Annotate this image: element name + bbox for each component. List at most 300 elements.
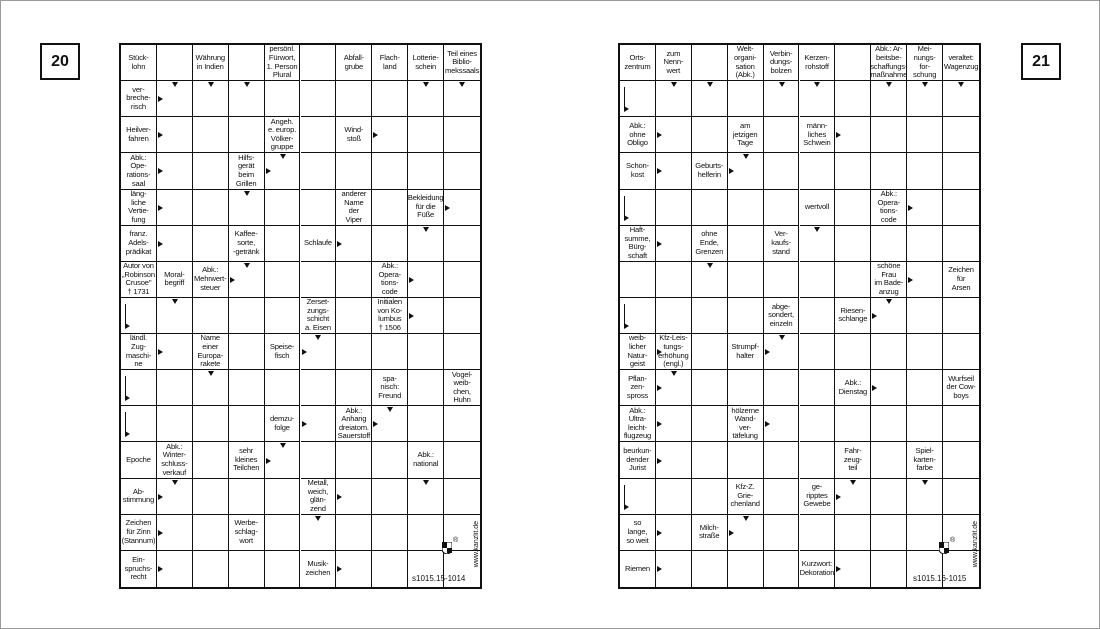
clue-cell [871,45,907,81]
answer-cell[interactable] [943,226,979,262]
clue-cell [800,479,836,515]
arrow-down-icon [707,263,713,268]
answer-cell[interactable] [265,262,301,298]
answer-cell[interactable] [728,298,764,334]
answer-cell[interactable] [871,442,907,478]
clue-text: Zeichen für Zinn (Stannum) [121,518,156,545]
clue-cell [372,298,408,334]
answer-cell[interactable] [157,406,193,442]
answer-cell[interactable] [193,153,229,189]
clue-text: Heilver- fahren [126,125,151,143]
answer-cell[interactable] [301,190,337,226]
arrow-down-icon [707,82,713,87]
clue-text: Pflan- zen- spross [626,373,649,401]
answer-cell[interactable] [728,81,764,117]
answer-cell[interactable] [372,479,408,515]
clue-cell [121,262,157,298]
clue-cell [193,45,229,81]
clue-text: Abk.: Opera- tions- code [378,261,401,296]
answer-cell[interactable] [907,370,943,406]
answer-cell[interactable] [372,515,408,551]
clue-text: Kfz-Leis- tungs- erhöhung (engl.) [658,333,689,369]
answer-cell[interactable] [692,334,728,370]
answer-cell[interactable] [301,153,337,189]
arrow-down-icon [459,82,465,87]
answer-cell[interactable] [265,515,301,551]
clue-cell [800,551,836,587]
answer-cell[interactable] [372,442,408,478]
answer-cell[interactable] [444,334,480,370]
arrow-right-icon [657,349,662,355]
answer-cell[interactable] [193,515,229,551]
clue-cell [408,442,444,478]
arrow-right-icon [158,494,163,500]
answer-cell[interactable] [692,298,728,334]
answer-cell[interactable] [764,515,800,551]
clue-text: Ab- stimmung [122,486,155,505]
answer-cell[interactable] [943,190,979,226]
arrow-down-icon [423,227,429,232]
arrow-down-icon [423,82,429,87]
answer-cell[interactable] [193,226,229,262]
clue-cell [728,45,764,81]
arrow-down-icon [743,516,749,521]
answer-cell[interactable] [800,262,836,298]
answer-cell[interactable] [764,442,800,478]
clue-cell [336,406,372,442]
answer-cell[interactable] [265,551,301,587]
arrow-down-icon [671,371,677,376]
answer-cell[interactable] [265,479,301,515]
arrow-down-icon [244,82,250,87]
answer-cell[interactable] [372,551,408,587]
answer-cell[interactable] [229,479,265,515]
answer-cell[interactable] [336,515,372,551]
clue-cell [229,153,265,189]
answer-cell[interactable] [444,262,480,298]
answer-cell[interactable] [764,190,800,226]
clue-text: Zeichen für Arsen [948,265,974,292]
answer-cell[interactable] [444,226,480,262]
answer-cell[interactable] [301,81,337,117]
answer-cell[interactable] [301,45,337,81]
clue-cell [408,190,444,226]
clue-cell [800,117,836,153]
answer-cell[interactable] [692,117,728,153]
answer-cell[interactable] [764,370,800,406]
answer-cell[interactable] [372,226,408,262]
clue-cell [121,190,157,226]
answer-cell[interactable] [692,45,728,81]
answer-cell[interactable] [193,298,229,334]
arrow-right-icon [373,421,378,427]
arrow-down-icon [315,335,321,340]
clue-text: ländl. Zug- maschi- ne [125,333,152,369]
answer-cell[interactable] [265,226,301,262]
clue-cell [835,370,871,406]
clue-text: Abk.: Dienstag [838,378,868,396]
answer-cell[interactable] [800,298,836,334]
answer-cell[interactable] [336,370,372,406]
arrow-right-icon [158,349,163,355]
answer-cell[interactable] [444,479,480,515]
clue-text: Initialen von Ko- lumbus † 1506 [377,297,403,333]
arrow-down-icon [244,263,250,268]
arrow-right-icon [158,168,163,174]
answer-cell[interactable] [193,442,229,478]
clue-cell [265,406,301,442]
clue-cell [372,45,408,81]
arrow-down-icon [814,227,820,232]
answer-cell[interactable] [835,262,871,298]
clue-text: Kfz-Z. Grie- chenland [730,482,760,509]
clue-cell [692,153,728,189]
answer-cell[interactable] [835,406,871,442]
clue-cell [764,45,800,81]
clue-cell [121,479,157,515]
clue-cell [943,45,979,81]
answer-cell[interactable] [800,406,836,442]
arrow-right-icon [302,349,307,355]
answer-cell[interactable] [301,117,337,153]
answer-cell[interactable] [871,153,907,189]
answer-cell[interactable] [229,370,265,406]
clue-text: Flach- land [379,52,400,71]
clue-cell [121,117,157,153]
answer-cell[interactable] [265,81,301,117]
arrow-right-icon [266,458,271,464]
answer-cell[interactable] [444,406,480,442]
clue-cell [121,81,157,117]
clue-text: weib- licher Natur- geist [627,333,648,369]
answer-cell[interactable] [692,190,728,226]
answer-cell[interactable] [871,226,907,262]
clue-text: Kerzen- rohstoff [804,52,830,71]
right-crossword-grid[interactable] [618,43,981,589]
left-registered-icon: ® [453,537,459,544]
clue-cell [121,153,157,189]
answer-cell[interactable] [372,153,408,189]
answer-cell[interactable] [408,117,444,153]
answer-cell[interactable] [800,370,836,406]
answer-cell[interactable] [301,262,337,298]
answer-cell[interactable] [907,117,943,153]
clue-cell [121,515,157,551]
arrow-right-icon [158,96,163,102]
answer-cell[interactable] [835,515,871,551]
answer-cell[interactable] [444,153,480,189]
answer-cell[interactable] [336,334,372,370]
clue-cell [907,442,943,478]
answer-cell[interactable] [229,551,265,587]
answer-cell[interactable] [871,406,907,442]
answer-cell[interactable] [193,190,229,226]
clue-cell [800,45,836,81]
answer-cell[interactable] [907,226,943,262]
answer-cell[interactable] [229,406,265,442]
answer-cell[interactable] [764,117,800,153]
answer-cell[interactable] [229,298,265,334]
answer-cell[interactable] [408,515,444,551]
answer-cell[interactable] [372,190,408,226]
answer-cell[interactable] [871,551,907,587]
answer-cell[interactable] [265,370,301,406]
clue-text: demzu- folge [269,414,295,432]
clue-text: veraltet: Wagenzug [943,52,979,71]
answer-cell[interactable] [871,334,907,370]
answer-cell[interactable] [193,117,229,153]
clue-text: beurkun- dender Jurist [623,446,652,473]
clue-text: Hilfs- gerät beim Grillen [235,152,257,188]
arrow-right-icon [445,205,450,211]
clue-text: Speise- fisch [269,342,295,360]
clue-cell [229,442,265,478]
answer-cell[interactable] [229,45,265,81]
clue-cell [372,262,408,298]
clue-cell [193,262,229,298]
clue-cell [620,153,656,189]
clue-text: Abk.: Ultra- leicht- flugzeug [623,405,651,441]
left-crossword-grid[interactable] [119,43,482,589]
arrow-down-icon [280,154,286,159]
clue-cell [943,262,979,298]
clue-text: Abk.: ohne Obligo [627,120,648,148]
answer-cell[interactable] [943,442,979,478]
clue-text: Verbin- dungs- bolzen [769,48,793,75]
answer-cell[interactable] [800,153,836,189]
clue-text: Währung in Indien [195,52,225,71]
clue-cell [372,370,408,406]
arrow-down-icon [922,480,928,485]
answer-cell[interactable] [408,153,444,189]
arrow-down-icon [244,191,250,196]
clue-cell [121,226,157,262]
clue-text: spa- nisch: Freund [378,373,402,401]
answer-cell[interactable] [728,226,764,262]
clue-text: Teil eines Biblio- mekssaals [445,48,480,75]
answer-cell[interactable] [835,153,871,189]
arrow-right-icon [657,168,662,174]
clue-text: Fahr- zeug- teil [843,446,862,473]
arrow-down-icon [922,82,928,87]
arrow-right-icon [657,421,662,427]
clue-cell [336,190,372,226]
answer-cell[interactable] [728,370,764,406]
answer-cell[interactable] [907,153,943,189]
answer-cell[interactable] [408,406,444,442]
answer-cell[interactable] [871,117,907,153]
clue-text: Welt- organi- sation (Abk.) [734,44,757,80]
clue-text: Moral- begriff [164,269,185,288]
arrow-down-icon [208,371,214,376]
answer-cell[interactable] [835,226,871,262]
answer-cell[interactable] [336,153,372,189]
answer-cell[interactable] [229,117,265,153]
clue-text: franz. Adels- prädikat [125,229,152,256]
clue-text: Lotterie- schein [412,52,439,71]
answer-cell[interactable] [157,45,193,81]
arrow-right-icon [337,241,342,247]
answer-cell[interactable] [336,298,372,334]
answer-cell[interactable] [907,334,943,370]
clue-text: schöne Frau im Bade- anzug [874,261,904,296]
answer-cell[interactable] [301,370,337,406]
answer-cell[interactable] [193,406,229,442]
clue-cell [764,298,800,334]
answer-cell[interactable] [835,334,871,370]
answer-cell[interactable] [871,515,907,551]
clue-text: Abk.: Opera- tions- code [877,188,900,224]
arrow-down-icon [671,82,677,87]
answer-cell[interactable] [907,515,943,551]
clue-cell [193,334,229,370]
answer-cell[interactable] [835,190,871,226]
clue-text: Epoche [126,454,151,464]
answer-cell[interactable] [301,442,337,478]
clue-cell [121,551,157,587]
answer-cell[interactable] [444,442,480,478]
answer-cell[interactable] [656,190,692,226]
answer-cell[interactable] [265,298,301,334]
answer-cell[interactable] [728,190,764,226]
clue-cell [620,45,656,81]
answer-cell[interactable] [907,298,943,334]
answer-cell[interactable] [943,406,979,442]
answer-cell[interactable] [943,117,979,153]
arrow-down-icon [743,154,749,159]
arrow-right-icon [657,241,662,247]
clue-text: Name einer Europa- rakete [197,333,224,369]
clue-text: Vogel- weib- chen, Huhn [451,369,473,405]
clue-cell [764,226,800,262]
right-publisher-url: www.kanzlit.de [972,521,979,568]
answer-cell[interactable] [835,45,871,81]
answer-cell[interactable] [835,81,871,117]
left-page-number: 20 [40,43,80,80]
answer-cell[interactable] [372,334,408,370]
answer-cell[interactable] [764,262,800,298]
arrow-down-icon [315,516,321,521]
answer-cell[interactable] [943,334,979,370]
answer-cell[interactable] [692,551,728,587]
arrow-down-icon [172,480,178,485]
answer-cell[interactable] [193,479,229,515]
clue-text: Abk.: Mehrwert- steuer [194,265,227,292]
arrow-down-icon [172,82,178,87]
arrow-right-icon [872,385,877,391]
clue-text: Wind- stoß [344,125,364,143]
clue-text: Musik- zeichen [305,559,331,577]
arrow-right-icon [657,132,662,138]
answer-cell[interactable] [943,153,979,189]
answer-cell[interactable] [265,190,301,226]
arrow-down-icon [423,480,429,485]
answer-cell[interactable] [336,442,372,478]
answer-cell[interactable] [764,479,800,515]
clue-text: wertvoll [804,201,830,211]
answer-cell[interactable] [728,551,764,587]
answer-cell[interactable] [656,262,692,298]
clue-cell [336,117,372,153]
clue-text: läng- liche Vertie- fung [128,188,149,224]
right-puzzle-code: s1015.16-1015 [913,574,967,583]
answer-cell[interactable] [764,551,800,587]
answer-cell[interactable] [229,334,265,370]
answer-cell[interactable] [336,81,372,117]
answer-cell[interactable] [408,370,444,406]
answer-cell[interactable] [444,298,480,334]
answer-cell[interactable] [800,334,836,370]
answer-cell[interactable] [907,406,943,442]
clue-text: Schon- kost [626,161,649,179]
arrow-right-icon [657,385,662,391]
clue-text: Stück- lohn [128,52,149,71]
clue-text: Kaffee- sorte, -getränk [233,229,260,256]
clue-cell [408,45,444,81]
answer-cell[interactable] [336,262,372,298]
answer-cell[interactable] [764,153,800,189]
answer-cell[interactable] [656,298,692,334]
answer-cell[interactable] [943,479,979,515]
clue-cell [835,298,871,334]
answer-cell[interactable] [408,334,444,370]
arrow-right-icon [657,566,662,572]
answer-cell[interactable] [692,370,728,406]
answer-cell[interactable] [656,479,692,515]
answer-cell[interactable] [692,442,728,478]
arrow-right-icon [158,530,163,536]
clue-text: Wurfseil der Cow- boys [946,373,976,401]
clue-text: Spiel- karten- farbe [913,446,936,473]
arrow-right-icon [765,349,770,355]
answer-cell[interactable] [157,370,193,406]
answer-cell[interactable] [620,262,656,298]
answer-cell[interactable] [871,479,907,515]
clue-text: ohne Ende, Grenzen [695,229,724,256]
arrow-right-icon [729,168,734,174]
clue-text: Riesen- schlange [838,305,868,324]
clue-cell [444,45,480,81]
clue-cell [871,190,907,226]
answer-cell[interactable] [444,117,480,153]
clue-cell [728,334,764,370]
left-logo-shield-icon [442,542,452,554]
answer-cell[interactable] [943,298,979,334]
answer-cell[interactable] [692,406,728,442]
answer-cell[interactable] [728,442,764,478]
answer-cell[interactable] [800,442,836,478]
answer-cell[interactable] [728,262,764,298]
clue-text: Abk.: Ope- rations- saal [126,152,151,188]
clue-cell [835,442,871,478]
arrow-down-icon [280,443,286,448]
arrow-right-icon [836,494,841,500]
answer-cell[interactable] [193,551,229,587]
clue-text: Abk.: Winter- schluss- verkauf [161,441,188,477]
clue-cell [121,45,157,81]
clue-cell [121,334,157,370]
right-registered-icon: ® [950,537,956,544]
arrow-right-icon [908,277,913,283]
clue-cell [265,117,301,153]
answer-cell[interactable] [372,81,408,117]
answer-cell[interactable] [692,479,728,515]
right-page-number: 21 [1021,43,1061,80]
clue-cell [943,370,979,406]
answer-cell[interactable] [800,515,836,551]
clue-text: persönl. Fürwort, 1. Person Plural [266,44,298,80]
clue-text: männ- liches Schwein [803,120,831,148]
